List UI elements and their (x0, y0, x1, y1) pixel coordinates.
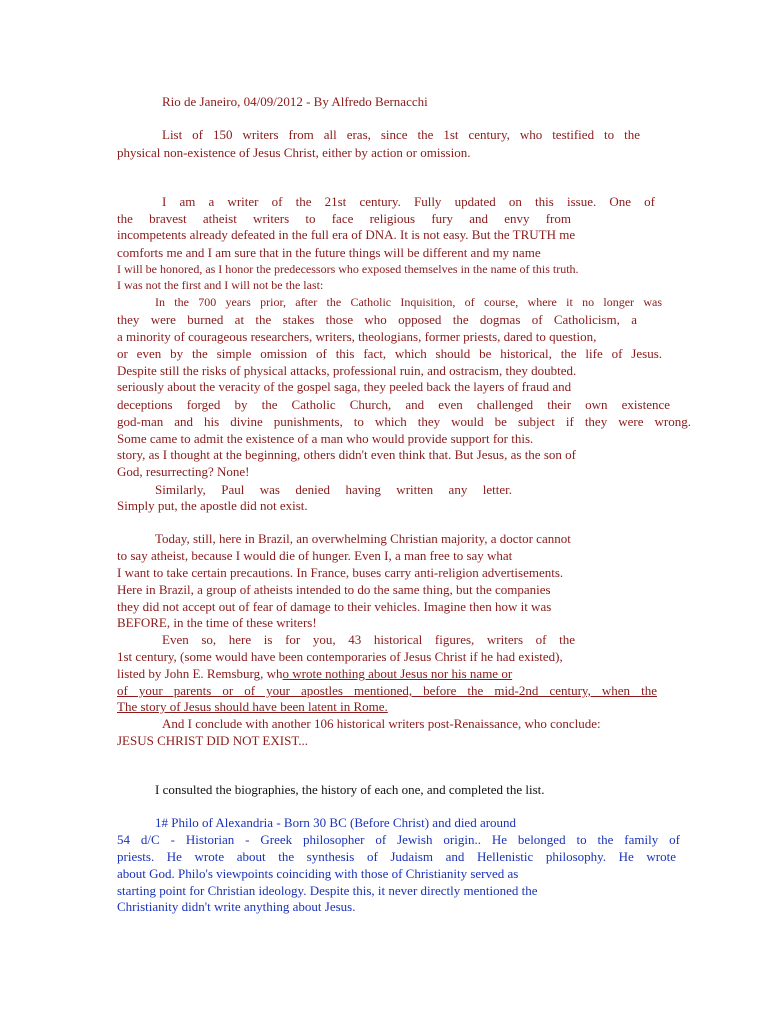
entry-line: 54 d/C - Historian - Greek philosopher of Jewish origin.. He belonged to the family of (117, 832, 680, 847)
brazil-line: to say atheist, because I would die of hunger. Even I, a man free to say what (117, 548, 513, 563)
conclusion-heading: JESUS CHRIST DID NOT EXIST... (117, 733, 309, 748)
body-line: God, resurrecting? None! (117, 464, 250, 479)
body-line: a minority of courageous researchers, writers, theologians, former priests, dared to question, (117, 329, 597, 344)
body-line: I was not the first and I will not be the last: (117, 278, 324, 292)
body-line: In the 700 years prior, after the Catholic Inquisition, of course, where it no longer was (155, 295, 662, 309)
entry-title: 1# Philo of Alexandria - Born 30 BC (Before Christ) and died around (155, 815, 517, 830)
brazil-line: 1st century, (some would have been contemporaries of Jesus Christ if he had existed), (117, 649, 563, 664)
body-line: or even by the simple omission of this fact, which should be historical, the life of Jesus. (117, 346, 662, 361)
brazil-line: I want to take certain precautions. In France, buses carry anti-religion advertisements. (117, 565, 564, 580)
entry-line: starting point for Christian ideology. Despite this, it never directly mentioned the (117, 883, 538, 898)
entry-line: Christianity didn't write anything about Jesus. (117, 899, 356, 914)
body-line: I am a writer of the 21st century. Fully updated on this issue. One of (162, 194, 655, 209)
brazil-line: Today, still, here in Brazil, an overwhelming Christian majority, a doctor cannot (155, 531, 571, 546)
entry-line: priests. He wrote about the synthesis of Judaism and Hellenistic philosophy. He wrote (117, 849, 676, 864)
body-line: the bravest atheist writers to face religious fury and envy from (117, 211, 571, 226)
body-line: comforts me and I am sure that in the future things will be different and my name (117, 245, 541, 260)
body-line: story, as I thought at the beginning, others didn't even think that. But Jesus, as the son of (117, 447, 576, 462)
dateline: Rio de Janeiro, 04/09/2012 - By Alfredo Bernacchi (162, 94, 428, 109)
entry-line: about God. Philo's viewpoints coinciding with those of Christianity served as (117, 866, 519, 881)
underlined-line: of your parents or of your apostles mentioned, before the mid-2nd century, when the (117, 683, 657, 698)
intro-line: List of 150 writers from all eras, since the 1st century, who testified to the (162, 127, 640, 142)
body-line: Some came to admit the existence of a man who would provide support for this. (117, 431, 534, 446)
body-line: Simply put, the apostle did not exist. (117, 498, 308, 513)
consulted-line: I consulted the biographies, the history of each one, and completed the list. (155, 782, 545, 797)
brazil-line: Even so, here is for you, 43 historical figures, writers of the (162, 632, 575, 647)
body-line: incompetents already defeated in the full era of DNA. It is not easy. But the TRUTH me (117, 227, 576, 242)
brazil-line (117, 666, 512, 682)
body-line: deceptions forged by the Catholic Church, and even challenged their own existence (117, 397, 670, 412)
intro-line: physical non-existence of Jesus Christ, either by action or omission. (117, 145, 471, 160)
brazil-line: Here in Brazil, a group of atheists intended to do the same thing, but the companies (117, 582, 551, 597)
brazil-line: And I conclude with another 106 historical writers post-Renaissance, who conclude: (162, 716, 601, 731)
underlined-line: The story of Jesus should have been latent in Rome. (117, 699, 388, 714)
body-line: I will be honored, as I honor the predecessors who exposed themselves in the name of this truth. (117, 262, 579, 276)
body-line: Similarly, Paul was denied having written any letter. (155, 482, 512, 497)
brazil-line: BEFORE, in the time of these writers! (117, 615, 317, 630)
body-line: Despite still the risks of physical attacks, professional ruin, and ostracism, they doubted. (117, 363, 577, 378)
underlined-text: o wrote nothing about Jesus nor his name or (282, 666, 513, 681)
body-line: god-man and his divine punishments, to which they would be subject if they were wrong. (117, 414, 691, 429)
body-line: seriously about the veracity of the gospel saga, they peeled back the layers of fraud and (117, 379, 572, 394)
remsburg-text: listed by John E. Remsburg, wh (117, 666, 283, 681)
body-line: they were burned at the stakes those who opposed the dogmas of Catholicism, a (117, 312, 637, 327)
brazil-line: they did not accept out of fear of damage to their vehicles. Imagine then how it was (117, 599, 552, 614)
